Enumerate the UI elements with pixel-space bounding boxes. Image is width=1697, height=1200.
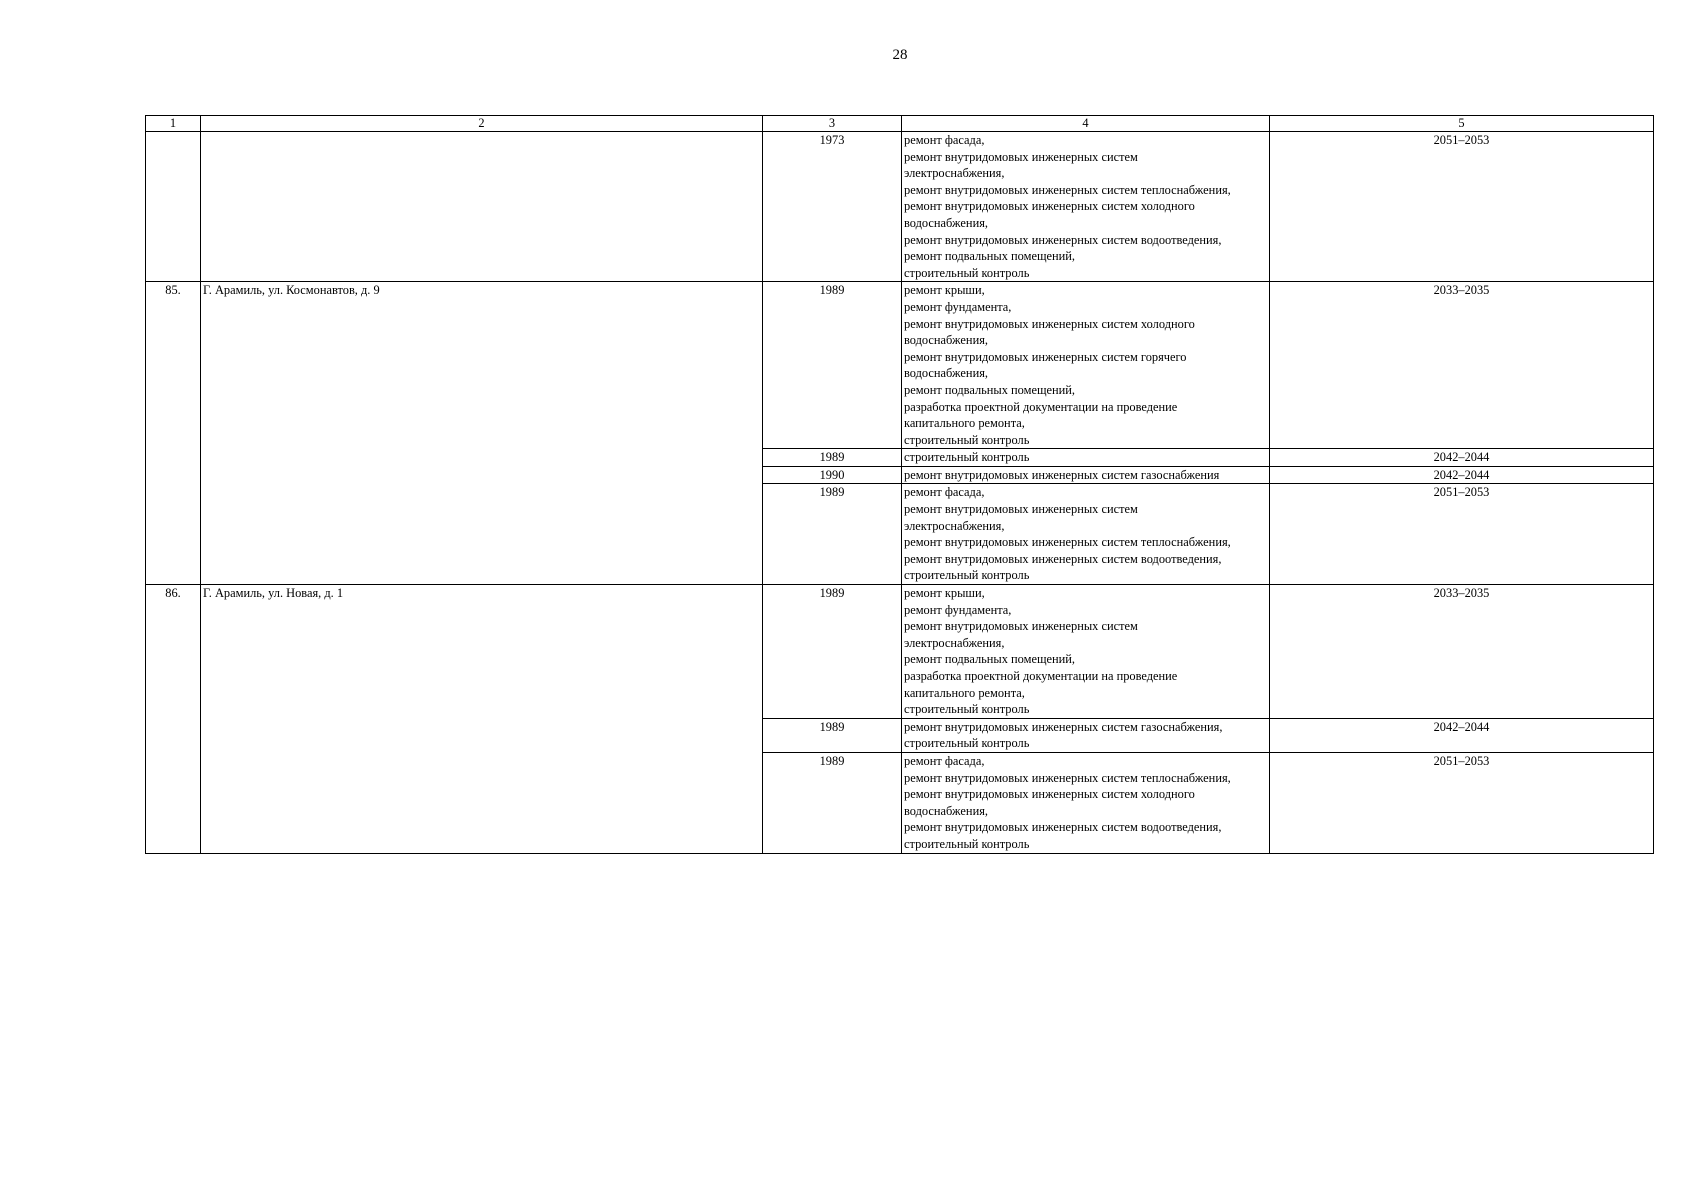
work-item: электроснабжения, xyxy=(904,518,1005,533)
work-item: строительный контроль xyxy=(904,736,1030,751)
header-cell-5: 5 xyxy=(1270,116,1654,132)
work-item: строительный контроль xyxy=(904,265,1030,280)
work-item: ремонт внутридомовых инженерных систем теплоснабжения, xyxy=(904,182,1231,197)
work-item: ремонт крыши, xyxy=(904,586,985,601)
work-item: ремонт внутридомовых инженерных систем холодного xyxy=(904,199,1195,214)
works-cell xyxy=(902,466,1270,484)
works-cell xyxy=(902,484,1270,585)
work-item: ремонт фасада, xyxy=(904,753,985,768)
period-cell: 2033–2035 xyxy=(1270,585,1654,719)
work-item: разработка проектной документации на проведение xyxy=(904,399,1178,414)
period-cell: 2051–2053 xyxy=(1270,752,1654,853)
work-item: строительный контроль xyxy=(904,702,1030,717)
works-cell xyxy=(902,752,1270,853)
header-row xyxy=(146,116,1654,132)
period-cell: 2051–2053 xyxy=(1270,132,1654,282)
work-item: ремонт внутридомовых инженерных систем холодного xyxy=(904,787,1195,802)
work-item: ремонт фасада, xyxy=(904,485,985,500)
work-item: ремонт внутридомовых инженерных систем xyxy=(904,502,1138,517)
work-item: разработка проектной документации на проведение xyxy=(904,669,1178,683)
work-item: электроснабжения, xyxy=(904,635,1005,650)
work-item: ремонт фасада, xyxy=(904,133,985,147)
work-item: ремонт внутридомовых инженерных систем водоотведения, xyxy=(904,551,1222,566)
work-item: электроснабжения, xyxy=(904,166,1005,181)
work-item: ремонт фундамента, xyxy=(904,602,1012,617)
year-cell: 1989 xyxy=(763,282,902,449)
work-item: ремонт внутридомовых инженерных систем теплоснабжения, xyxy=(904,770,1231,785)
address-cell: Г. Арамиль, ул. Космонавтов, д. 9 xyxy=(201,282,763,585)
work-item: водоснабжения, xyxy=(904,215,988,230)
address-cell xyxy=(201,132,763,282)
header-cell-2: 2 xyxy=(201,116,763,132)
page-number: 28 xyxy=(892,47,908,63)
work-item: ремонт внутридомовых инженерных систем водоотведения, xyxy=(904,232,1222,247)
works-cell xyxy=(902,282,1270,449)
work-item: ремонт внутридомовых инженерных систем холодного xyxy=(904,316,1195,331)
period-cell: 2033–2035 xyxy=(1270,282,1654,449)
period-cell: 2051–2053 xyxy=(1270,484,1654,585)
work-item: водоснабжения, xyxy=(904,366,988,381)
work-item: строительный контроль xyxy=(904,568,1030,583)
header-cell-1: 1 xyxy=(146,116,201,132)
work-item: ремонт подвальных помещений, xyxy=(904,382,1075,397)
work-item: ремонт внутридомовых инженерных систем водоотведения, xyxy=(904,820,1222,835)
work-item: ремонт внутридомовых инженерных систем газоснабжения xyxy=(904,467,1220,482)
year-cell: 1973 xyxy=(763,132,902,282)
works-cell xyxy=(902,132,1270,282)
period-cell: 2042–2044 xyxy=(1270,718,1654,752)
work-item: капитального ремонта, xyxy=(904,685,1025,700)
work-item: ремонт подвальных помещений, xyxy=(904,652,1075,667)
year-cell: 1989 xyxy=(763,484,902,585)
table-row xyxy=(146,282,1654,449)
work-item: ремонт внутридомовых инженерных систем газоснабжения, xyxy=(904,719,1223,734)
header-cell-3: 3 xyxy=(763,116,902,132)
work-item: водоснабжения, xyxy=(904,333,988,348)
table-row xyxy=(146,585,1654,719)
work-item: ремонт внутридомовых инженерных систем xyxy=(904,149,1138,164)
address-cell: Г. Арамиль, ул. Новая, д. 1 xyxy=(201,585,763,854)
period-cell: 2042–2044 xyxy=(1270,449,1654,467)
table-row xyxy=(146,132,1654,282)
year-cell: 1990 xyxy=(763,466,902,484)
work-item: капитального ремонта, xyxy=(904,416,1025,431)
table-body xyxy=(146,116,1654,854)
works-cell xyxy=(902,449,1270,467)
work-item: ремонт внутридомовых инженерных систем горячего xyxy=(904,349,1187,364)
period-cell: 2042–2044 xyxy=(1270,466,1654,484)
work-item: строительный контроль xyxy=(904,450,1030,465)
header-cell-4: 4 xyxy=(902,116,1270,132)
year-cell: 1989 xyxy=(763,718,902,752)
year-cell: 1989 xyxy=(763,449,902,467)
year-cell: 1989 xyxy=(763,752,902,853)
work-item: ремонт подвальных помещений, xyxy=(904,249,1075,264)
work-item: строительный контроль xyxy=(904,836,1030,851)
work-item: строительный контроль xyxy=(904,432,1030,447)
work-item: ремонт внутридомовых инженерных систем теплоснабжения, xyxy=(904,535,1231,550)
item-number: 86. xyxy=(146,585,201,854)
item-number xyxy=(146,132,201,282)
year-cell: 1989 xyxy=(763,585,902,719)
works-cell xyxy=(902,585,1270,719)
work-item: ремонт крыши, xyxy=(904,283,985,298)
work-item: водоснабжения, xyxy=(904,803,988,818)
work-item: ремонт внутридомовых инженерных систем xyxy=(904,619,1138,634)
work-item: ремонт фундамента, xyxy=(904,299,1012,314)
repair-schedule-table xyxy=(145,115,1654,854)
works-cell xyxy=(902,718,1270,752)
item-number: 85. xyxy=(146,282,201,585)
